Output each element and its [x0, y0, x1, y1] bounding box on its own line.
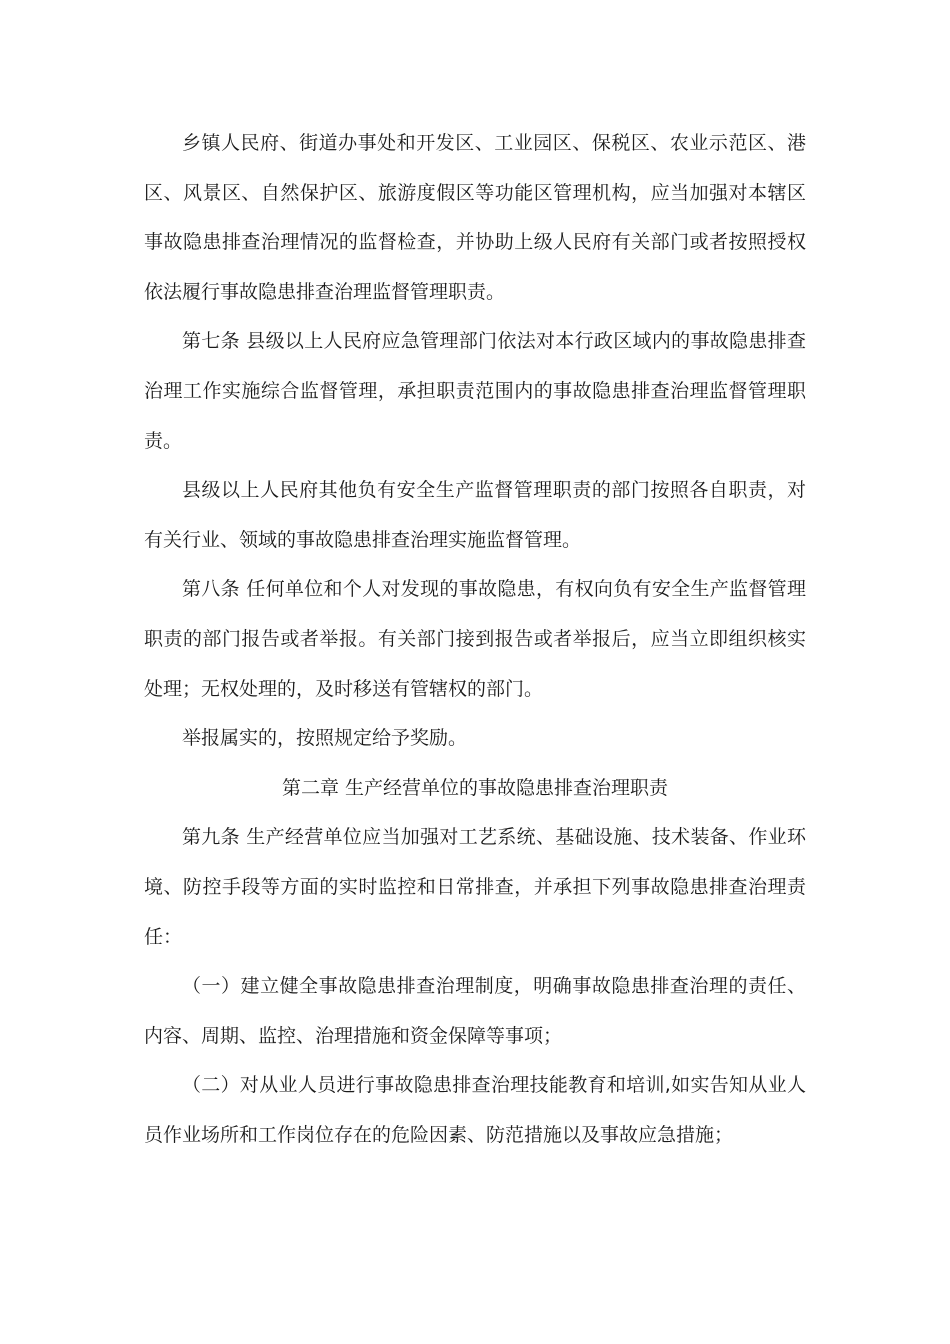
paragraph-item-2: （二）对从业人员进行事故隐患排查治理技能教育和培训,如实告知从业人员作业场所和工作岗位存在的危险因素、防范措施以及事故应急措施； [144, 1074, 806, 1146]
document-body [144, 119, 806, 1160]
paragraph-township-supervision: 乡镇人民府、街道办事处和开发区、工业园区、保税区、农业示范区、港区、风景区、自然保护区、旅游度假区等功能区管理机构，应当加强对本辖区事故隐患排查治理情况的监督检查，并协助上级人民府有关部门或者按照授权依法履行事故隐患排查治理监督管理职责。 [144, 132, 806, 303]
paragraph-article-7: 第七条 县级以上人民府应急管理部门依法对本行政区域内的事故隐患排查治理工作实施综合监督管理，承担职责范围内的事故隐患排查治理监督管理职责。 [144, 330, 806, 452]
paragraph-item-1: （一）建立健全事故隐患排查治理制度，明确事故隐患排查治理的责任、内容、周期、监控、治理措施和资金保障等事项； [144, 975, 806, 1047]
chapter-heading: 第二章 生产经营单位的事故隐患排查治理职责 [281, 776, 669, 799]
paragraph-article-8: 第八条 任何单位和个人对发现的事故隐患，有权向负有安全生产监督管理职责的部门报告或者举报。有关部门接到报告或者举报后，应当立即组织核实处理；无权处理的，及时移送有管辖权的部门。 [144, 578, 806, 700]
paragraph-reward: 举报属实的，按照规定给予奖励。 [182, 727, 468, 750]
paragraph-article-9: 第九条 生产经营单位应当加强对工艺系统、基础设施、技术装备、作业环境、防控手段等方面的实时监控和日常排查，并承担下列事故隐患排查治理责任： [144, 826, 806, 948]
paragraph-other-departments: 县级以上人民府其他负有安全生产监督管理职责的部门按照各自职责，对有关行业、领域的事故隐患排查治理实施监督管理。 [144, 479, 806, 551]
